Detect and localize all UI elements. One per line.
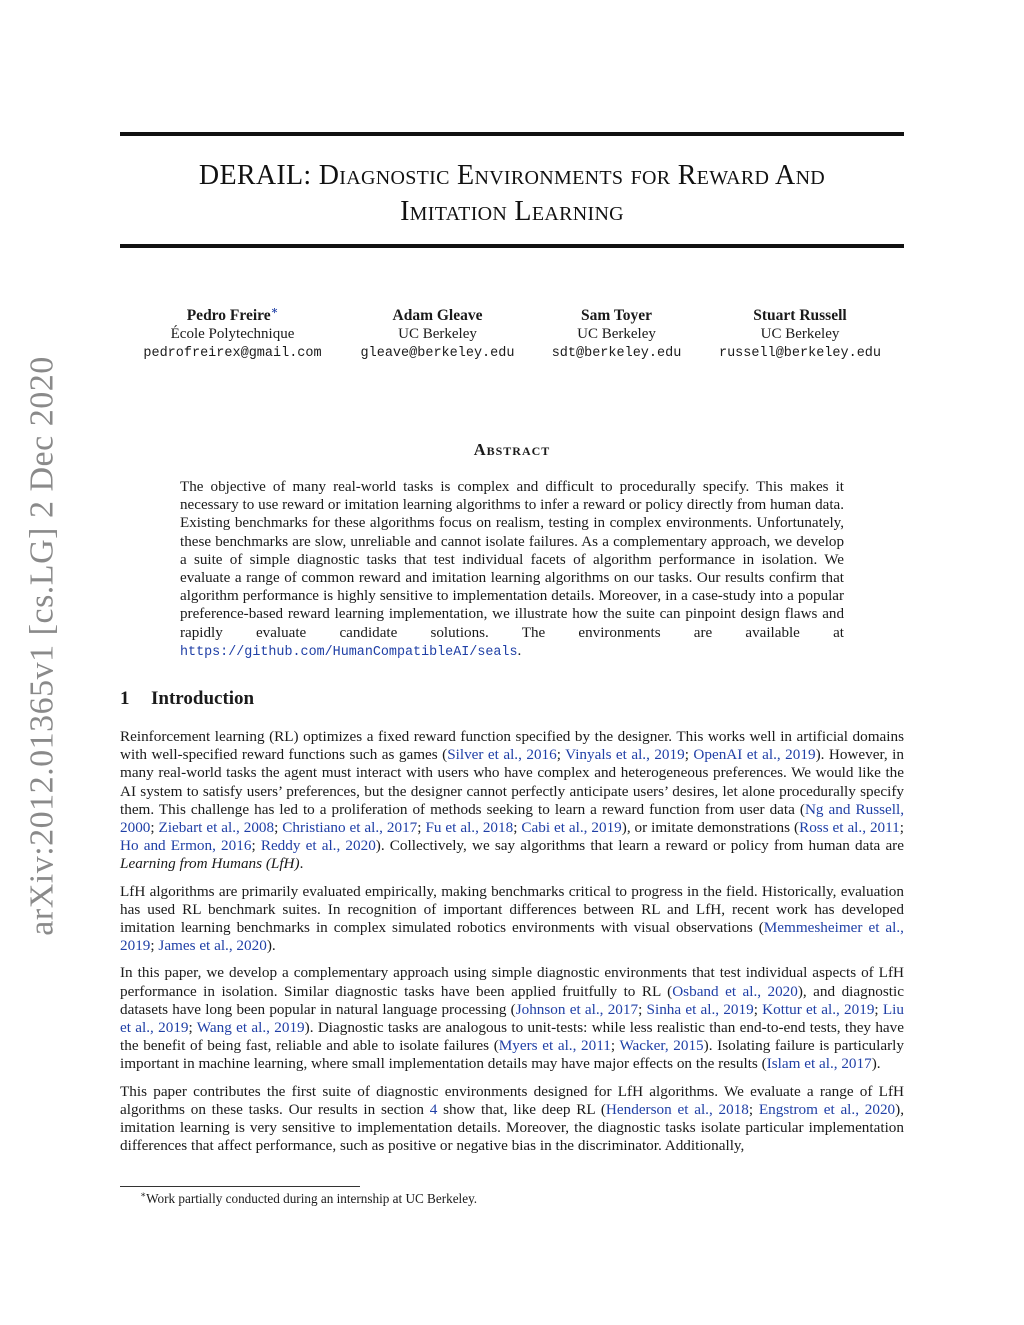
citation-link[interactable]: Vinyals et al., 2019 <box>565 746 685 764</box>
abstract-text: The objective of many real-world tasks is complex and difficult to procedurally specify. This makes it necessary to use reward or imitation learning algorithms to infer a reward or policy directly from human data. Existing benchmarks for these algorithms focus on realism, testing in complex environments. Unfortunately, these benchmarks are slow, unreliable and cannot isolate failures. As a complementary approach, we develop a suite of simple diagnostic tasks that test individual facets of algorithm performance in isolation. We evaluate a range of common reward and imitation learning algorithms on our tasks. Our results confirm that algorithm performance is highly sensitive to implementation details. Moreover, in a case-study into a popular preference-based reward learning implementation, we illustrate how the suite can pinpoint design flaws and rapidly evaluate candidate solutions. The environments are available at <box>180 479 844 641</box>
citation-link[interactable]: Kottur et al., 2019 <box>762 1000 875 1018</box>
paragraph-text: ; <box>899 819 904 837</box>
paragraph-text: ; <box>188 1019 197 1037</box>
paragraph-text: ), imitation learning is very sensitive to implementation details. Moreover, the diagnostic tasks isolate particular implementation differences that affect performance, such as positive or negative bias in the discriminator. Additionally, <box>120 1100 904 1155</box>
citation-link[interactable]: Fu et al., 2018 <box>425 819 514 837</box>
paragraph-text: ; <box>513 819 522 837</box>
arxiv-id: arXiv:2012.01365v1 [cs.LG] 2 Dec 2020 <box>24 356 62 936</box>
author-3 <box>535 306 698 363</box>
citation-link[interactable]: Ziebart et al., 2008 <box>158 819 275 837</box>
citation-link[interactable]: Wang et al., 2019 <box>196 1019 305 1037</box>
paragraph-text: Reinforcement learning (RL) optimizes a fixed reward function specified by the designer. This works well in artificial domains with well-specified reward functions such as games ( <box>120 728 904 764</box>
citation-link[interactable]: Islam et al., 2017 <box>766 1055 872 1073</box>
author-email: sdt@berkeley.edu <box>551 346 682 361</box>
paragraph-text: ; <box>150 937 159 955</box>
emphasis-text: Learning from Humans (LfH) <box>120 855 300 873</box>
footnote <box>140 1191 477 1207</box>
author-affiliation: UC Berkeley <box>398 326 477 342</box>
author-name: Pedro Freire <box>186 307 271 324</box>
author-email: pedrofreirex@gmail.com <box>143 346 322 361</box>
author-name: Stuart Russell <box>753 307 847 324</box>
abstract-body <box>180 478 844 662</box>
paragraph-text: ; <box>610 1037 620 1055</box>
citation-link[interactable]: Sinha et al., 2019 <box>646 1000 754 1018</box>
paragraph-text: show that, like deep RL ( <box>437 1100 606 1118</box>
author-2 <box>345 306 530 363</box>
paragraph-text: ; <box>684 746 694 764</box>
paragraph-text: ). Diagnostic tasks are analogous to unit-tests: while less realistic than end-to-end tests, they have the benefit of being fast, reliable and able to isolate failures ( <box>120 1019 905 1055</box>
citation-link[interactable]: Osband et al., 2020 <box>672 982 798 1000</box>
citation-link[interactable]: Henderson et al., 2018 <box>605 1100 749 1118</box>
section-number: 1 <box>120 688 130 709</box>
author-email: russell@berkeley.edu <box>718 346 882 361</box>
paragraph-text: ), and diagnostic datasets have long been popular in natural language processing ( <box>120 982 904 1018</box>
author-name: Adam Gleave <box>392 307 483 324</box>
citation-link[interactable]: OpenAI et al., 2019 <box>693 746 816 764</box>
paragraph-text: ; <box>417 819 426 837</box>
author-affiliation: UC Berkeley <box>760 326 840 342</box>
title-rule-top <box>120 132 904 136</box>
title-line-1: DERAIL: Diagnostic Environments for Reward And <box>198 160 826 191</box>
paragraph-text: ; <box>556 746 566 764</box>
citation-link[interactable]: Wacker, 2015 <box>619 1037 704 1055</box>
author-affiliation: UC Berkeley <box>577 326 656 342</box>
citation-link[interactable]: Ross et al., 2011 <box>799 819 900 837</box>
paragraph <box>120 1083 904 1156</box>
section-title: Introduction <box>151 688 255 709</box>
paragraph-text: This paper contributes the first suite of diagnostic environments designed for LfH algorithms. We evaluate a range of LfH algorithms on these tasks. Our results in section <box>120 1082 904 1118</box>
citation-link[interactable]: Memmesheimer et al., 2019 <box>120 919 904 955</box>
paragraph <box>120 728 904 874</box>
citation-link[interactable]: Ho and Ermon, 2016 <box>120 837 252 855</box>
paragraph-text: In this paper, we develop a complementary approach using simple diagnostic environments that test individual aspects of LfH performance in isolation. Similar diagnostic tasks have been applied fruitfully to RL ( <box>120 964 904 1000</box>
footnote-rule <box>120 1186 360 1187</box>
footnote-text: Work partially conducted during an internship at UC Berkeley. <box>146 1191 478 1206</box>
footnote-mark: ∗ <box>140 1189 147 1200</box>
citation-link[interactable]: Johnson et al., 2017 <box>515 1000 639 1018</box>
citation-link[interactable]: Reddy et al., 2020 <box>260 837 376 855</box>
citation-link[interactable]: Cabi et al., 2019 <box>521 819 622 837</box>
paragraph-text: ). Collectively, we say algorithms that learn a reward or policy from human data are <box>375 837 904 855</box>
author-1 <box>125 306 340 363</box>
citation-link[interactable]: Engstrom et al., 2020 <box>758 1100 896 1118</box>
title-line-2: Imitation Learning <box>400 196 624 227</box>
author-email: gleave@berkeley.edu <box>360 346 515 361</box>
paragraph-text: ). Isolating failure is particularly important in machine learning, where small implementation details may have major effects on the results ( <box>120 1037 904 1073</box>
paragraph-text: ; <box>753 1000 763 1018</box>
paragraph <box>120 883 904 956</box>
paragraph-text: ; <box>638 1000 647 1018</box>
paper-title <box>120 158 904 230</box>
paragraph-text: ; <box>251 837 261 855</box>
abstract-end: . <box>517 642 522 659</box>
paragraph-text: ). <box>871 1055 881 1073</box>
citation-link[interactable]: 4 <box>429 1100 438 1118</box>
abstract-heading: Abstract <box>473 440 551 459</box>
author-name: Sam Toyer <box>580 307 653 324</box>
author-affiliation: École Polytechnique <box>170 326 295 342</box>
citation-link[interactable]: Silver et al., 2016 <box>447 746 557 764</box>
intro-body <box>120 728 904 1164</box>
paragraph-text: ; <box>874 1000 883 1018</box>
paragraph-text: ; <box>150 819 159 837</box>
citation-link[interactable]: Liu et al., 2019 <box>120 1000 904 1037</box>
section-heading <box>120 688 254 710</box>
paragraph-text: ), or imitate demonstrations ( <box>621 819 800 837</box>
paragraph-text: . <box>299 855 304 873</box>
paragraph-text: ). <box>266 937 276 955</box>
paragraph-text: ). However, in many real-world tasks the agent must interact with users who have complex and heterogeneous preferences. We would like the AI system to satisfy users’ preferences, but the designer cannot perfectly anticipate users’ desires, let alone procedurally specify them. This challenge has led to a proliferation of methods seeking to learn a reward function from user data ( <box>120 746 904 818</box>
author-4 <box>702 306 898 363</box>
citation-link[interactable]: Ng and Russell, 2000 <box>120 800 905 837</box>
github-link[interactable]: https://github.com/HumanCompatibleAI/seals <box>180 644 518 660</box>
citation-link[interactable]: Christiano et al., 2017 <box>282 819 418 837</box>
paragraph-text: ; <box>748 1100 759 1118</box>
paragraph-text: ; <box>274 819 283 837</box>
paragraph <box>120 964 904 1073</box>
citation-link[interactable]: Myers et al., 2011 <box>498 1037 611 1055</box>
footnote-marker[interactable]: ∗ <box>270 304 279 317</box>
title-rule-bottom <box>120 244 904 248</box>
citation-link[interactable]: James et al., 2020 <box>158 937 267 955</box>
paragraph-text: LfH algorithms are primarily evaluated empirically, making benchmarks critical to progress in the field. Historically, evaluation has used RL benchmark suites. In recognition of important differences between RL and LfH, recent work has developed imitation learning benchmarks in complex simulated robotics environments with visual observations ( <box>120 882 904 937</box>
